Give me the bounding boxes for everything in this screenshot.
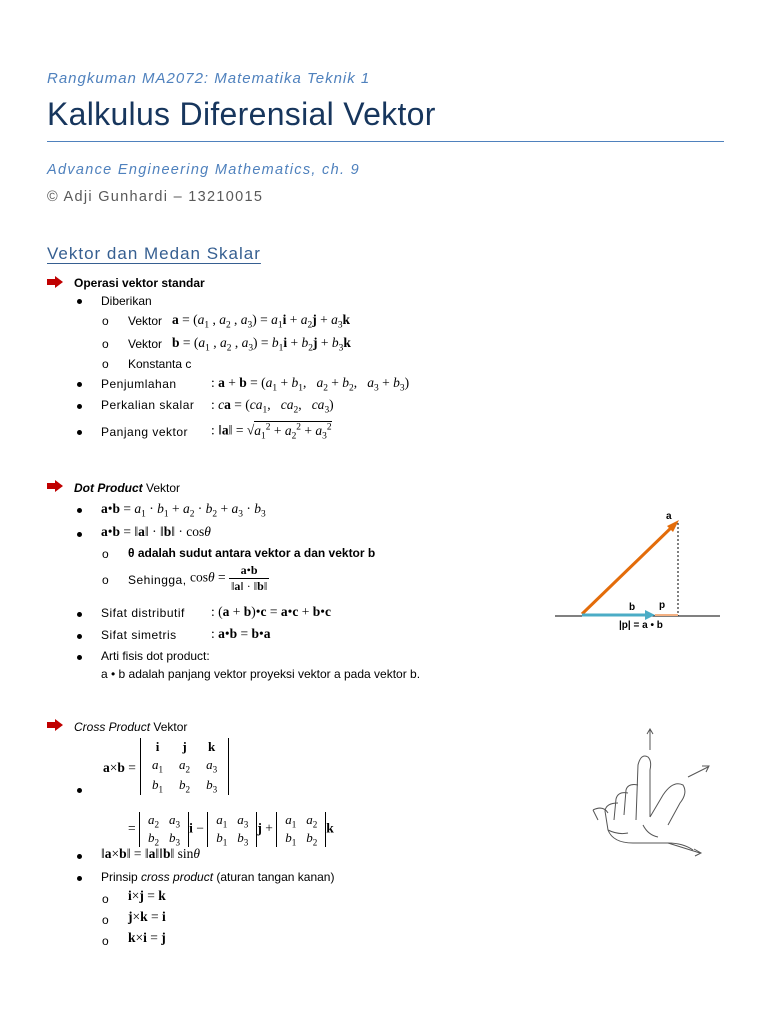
circle-bullet-icon: o bbox=[102, 337, 109, 351]
label-a: a bbox=[666, 511, 672, 522]
vektor-b-formula: $b = (a_1$ , $a_2$ , $a_3) = b_1i + b_2j + b_3k$ bbox=[172, 335, 351, 354]
item-title-operasi: Operasi vektor standar bbox=[74, 276, 205, 290]
bullet-icon bbox=[77, 634, 82, 639]
given-label: Diberikan bbox=[101, 294, 152, 308]
kxi-formula: k×i = j bbox=[128, 930, 166, 945]
bullet-icon bbox=[77, 508, 82, 513]
cross-expansion: = $a_2$ $a_3$ $b_2$ $b_3$ i − $a_1$ $a_3$ $b_1$ $b_3$ j + $a_1$ $a_2$ $b_1$ $b_2$ k bbox=[128, 812, 334, 848]
reference-text: Advance Engineering Mathematics, ch. 9 bbox=[47, 162, 360, 178]
circle-bullet-icon: o bbox=[102, 913, 109, 927]
cross-magnitude-formula: ‖a×b‖ = ‖a‖‖b‖ sinθ bbox=[101, 846, 201, 861]
bullet-icon bbox=[77, 404, 82, 409]
konstanta-label: Konstanta c bbox=[128, 357, 192, 371]
simetris-label: Sifat simetris bbox=[101, 628, 177, 642]
ixj-formula: i×j = k bbox=[128, 888, 166, 903]
circle-bullet-icon: o bbox=[102, 934, 109, 948]
arti-fisis-desc: a • b adalah panjang vektor proyeksi vektor a pada vektor b. bbox=[101, 667, 421, 681]
dot-product-title: Dot Product Vektor bbox=[74, 481, 181, 495]
cross-product-title: Cross Product Vektor bbox=[74, 720, 188, 734]
bullet-icon bbox=[77, 876, 82, 881]
prinsip-label: Prinsip cross product (aturan tangan kanan) bbox=[101, 870, 335, 884]
vektor-b-label: Vektor bbox=[128, 337, 163, 351]
label-b: b bbox=[629, 602, 636, 613]
jxk-formula: j×k = i bbox=[128, 909, 166, 924]
bullet-icon bbox=[77, 788, 82, 793]
cross-lhs: a×b = bbox=[103, 760, 136, 775]
distributif-formula: : (a + b)•c = a•c + b•c bbox=[211, 604, 331, 619]
circle-bullet-icon: o bbox=[102, 314, 109, 328]
red-arrow-icon bbox=[47, 480, 63, 492]
bullet-icon bbox=[77, 854, 82, 859]
circle-bullet-icon: o bbox=[102, 892, 109, 906]
circle-bullet-icon: o bbox=[102, 547, 109, 561]
bullet-icon bbox=[77, 299, 82, 304]
document-title: Kalkulus Diferensial Vektor bbox=[47, 96, 436, 132]
circle-bullet-icon: o bbox=[102, 357, 109, 371]
diagram-caption: |p| = a • b bbox=[619, 620, 663, 631]
author-text: © Adji Gunhardi – 13210015 bbox=[47, 189, 264, 205]
dot-formula-components: a•b = $a_1 \cdot b_1 + a_2 \cdot b_2 + a_3 \cdot b_3$ bbox=[101, 501, 266, 520]
penjumlahan-formula: : $a + b = (a_1 + b_1$, $a_2 + b_2$, $a_3 + b_3$) bbox=[211, 375, 410, 394]
right-hand-rule-image bbox=[588, 725, 720, 860]
label-p: p bbox=[659, 600, 666, 611]
circle-bullet-icon: o bbox=[102, 573, 109, 587]
panjang-formula: : ‖a‖ = $√a_1^2 + a_2^2 + a_3^2$ bbox=[211, 422, 332, 442]
simetris-formula: : a•b = b•a bbox=[211, 626, 271, 641]
perkalian-formula: : ca = ($ca_1$, $ca_2$, $ca_3$) bbox=[211, 397, 334, 416]
cross-determinant-3x3: i j k $a_1$ $a_2$ $a_3$ $b_1$ $b_2$ $b_3$ bbox=[140, 738, 229, 795]
vektor-a-label: Vektor bbox=[128, 314, 163, 328]
bullet-icon bbox=[77, 430, 82, 435]
red-arrow-icon bbox=[47, 276, 63, 288]
red-arrow-icon bbox=[47, 719, 63, 731]
document-subtitle: Rangkuman MA2072: Matematika Teknik 1 bbox=[47, 70, 371, 87]
distributif-label: Sifat distributif bbox=[101, 606, 185, 620]
panjang-label: Panjang vektor bbox=[101, 425, 189, 439]
title-divider bbox=[47, 141, 724, 142]
theta-description: θ adalah sudut antara vektor a dan vektor b bbox=[128, 546, 376, 560]
cos-theta-formula: cosθ = $\frac{a•b}{‖a‖ \cdot ‖b‖}$ bbox=[190, 563, 268, 593]
penjumlahan-label: Penjumlahan bbox=[101, 377, 177, 391]
bullet-icon bbox=[77, 612, 82, 617]
bullet-icon bbox=[77, 382, 82, 387]
arti-fisis-label: Arti fisis dot product: bbox=[101, 649, 210, 663]
section-heading-vektor: Vektor dan Medan Skalar bbox=[47, 244, 261, 263]
sehingga-label: Sehingga, bbox=[128, 573, 187, 587]
dot-formula-angle: a•b = ‖a‖ · ‖b‖ · cosθ bbox=[101, 524, 211, 539]
perkalian-label: Perkalian skalar bbox=[101, 398, 195, 412]
vector-b-arrowhead bbox=[645, 610, 655, 620]
bullet-icon bbox=[77, 655, 82, 660]
bullet-icon bbox=[77, 532, 82, 537]
vektor-a-formula: $a = (a_1$ , $a_2$ , $a_3) = a_1i + a_2j + a_3k$ bbox=[172, 312, 351, 331]
